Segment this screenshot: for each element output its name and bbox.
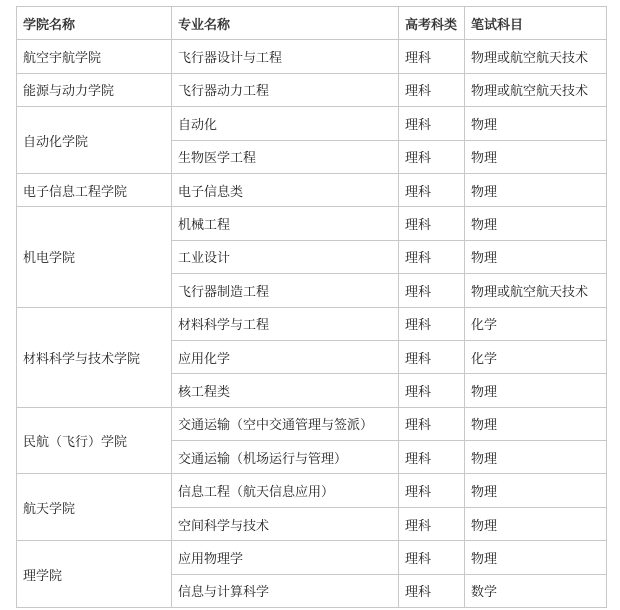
written-subject-cell: 物理 <box>465 173 607 206</box>
table-row <box>17 173 607 206</box>
written-subject-cell: 物理或航空航天技术 <box>465 274 607 307</box>
major-cell: 工业设计 <box>172 240 399 273</box>
table-body <box>17 40 607 608</box>
written-subject-cell: 物理 <box>465 507 607 540</box>
written-subject-cell: 物理或航空航天技术 <box>465 40 607 73</box>
college-cell: 自动化学院 <box>17 107 172 174</box>
table-row <box>17 207 607 240</box>
college-cell: 民航（飞行）学院 <box>17 407 172 474</box>
table-row <box>17 107 607 140</box>
written-subject-cell: 物理 <box>465 240 607 273</box>
header-exam-category: 高考科类 <box>399 7 465 40</box>
major-cell: 核工程类 <box>172 374 399 407</box>
written-subject-cell: 数学 <box>465 574 607 607</box>
written-subject-cell: 物理 <box>465 140 607 173</box>
major-cell: 飞行器设计与工程 <box>172 40 399 73</box>
table-row <box>17 40 607 73</box>
exam-category-cell: 理科 <box>399 307 465 340</box>
exam-category-cell: 理科 <box>399 541 465 574</box>
exam-category-cell: 理科 <box>399 474 465 507</box>
written-subject-cell: 物理 <box>465 207 607 240</box>
major-cell: 飞行器动力工程 <box>172 73 399 106</box>
exam-category-cell: 理科 <box>399 340 465 373</box>
college-cell: 能源与动力学院 <box>17 73 172 106</box>
major-cell: 飞行器制造工程 <box>172 274 399 307</box>
exam-category-cell: 理科 <box>399 374 465 407</box>
college-cell: 电子信息工程学院 <box>17 173 172 206</box>
written-subject-cell: 物理 <box>465 407 607 440</box>
exam-category-cell: 理科 <box>399 274 465 307</box>
written-subject-cell: 物理 <box>465 474 607 507</box>
exam-category-cell: 理科 <box>399 173 465 206</box>
college-cell: 机电学院 <box>17 207 172 307</box>
written-subject-cell: 物理 <box>465 541 607 574</box>
college-cell: 航空宇航学院 <box>17 40 172 73</box>
major-cell: 交通运输（机场运行与管理） <box>172 441 399 474</box>
table-row <box>17 474 607 507</box>
header-written-subject: 笔试科目 <box>465 7 607 40</box>
college-cell: 材料科学与技术学院 <box>17 307 172 407</box>
written-subject-cell: 物理 <box>465 441 607 474</box>
exam-category-cell: 理科 <box>399 407 465 440</box>
table-row <box>17 307 607 340</box>
major-cell: 机械工程 <box>172 207 399 240</box>
major-cell: 自动化 <box>172 107 399 140</box>
header-college: 学院名称 <box>17 7 172 40</box>
major-cell: 信息工程（航天信息应用） <box>172 474 399 507</box>
major-cell: 交通运输（空中交通管理与签派） <box>172 407 399 440</box>
written-subject-cell: 物理 <box>465 374 607 407</box>
exam-category-cell: 理科 <box>399 107 465 140</box>
major-cell: 空间科学与技术 <box>172 507 399 540</box>
exam-category-cell: 理科 <box>399 207 465 240</box>
major-cell: 材料科学与工程 <box>172 307 399 340</box>
header-major: 专业名称 <box>172 7 399 40</box>
header-row <box>17 7 607 40</box>
exam-category-cell: 理科 <box>399 507 465 540</box>
table-row <box>17 541 607 574</box>
major-cell: 信息与计算科学 <box>172 574 399 607</box>
exam-category-cell: 理科 <box>399 574 465 607</box>
college-cell: 理学院 <box>17 541 172 608</box>
exam-category-cell: 理科 <box>399 240 465 273</box>
college-cell: 航天学院 <box>17 474 172 541</box>
exam-category-cell: 理科 <box>399 441 465 474</box>
major-cell: 电子信息类 <box>172 173 399 206</box>
exam-category-cell: 理科 <box>399 40 465 73</box>
major-cell: 应用化学 <box>172 340 399 373</box>
written-subject-cell: 化学 <box>465 307 607 340</box>
major-cell: 应用物理学 <box>172 541 399 574</box>
written-subject-cell: 物理 <box>465 107 607 140</box>
written-subject-cell: 化学 <box>465 340 607 373</box>
exam-category-cell: 理科 <box>399 140 465 173</box>
admission-table <box>16 6 607 608</box>
table-row <box>17 73 607 106</box>
major-cell: 生物医学工程 <box>172 140 399 173</box>
exam-category-cell: 理科 <box>399 73 465 106</box>
table-row <box>17 407 607 440</box>
written-subject-cell: 物理或航空航天技术 <box>465 73 607 106</box>
